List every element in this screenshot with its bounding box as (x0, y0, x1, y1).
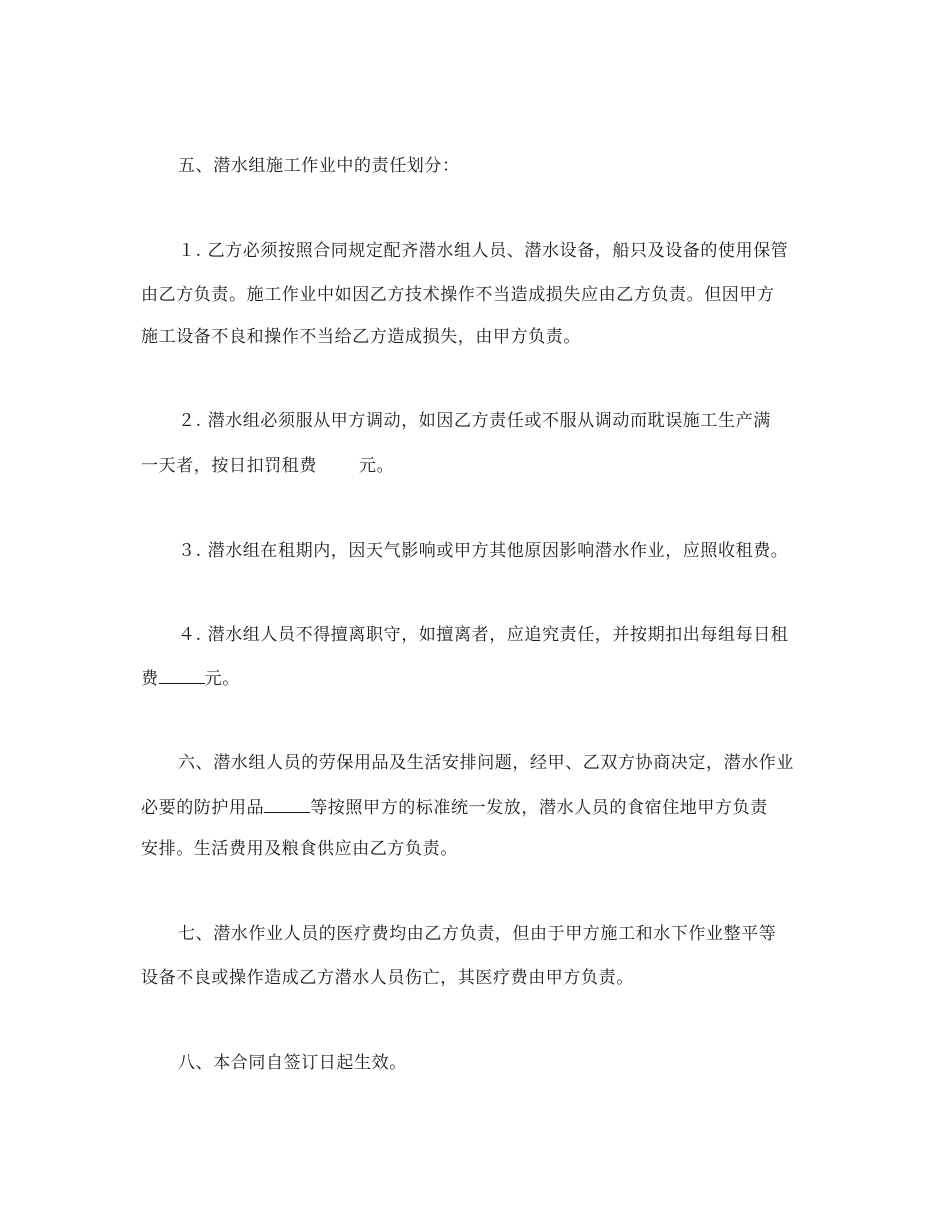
section-6-text-before-blank: 必要的防护用品 (141, 798, 265, 818)
section-8-line-1: 八、本合同自签订日起生效。 (178, 1053, 407, 1073)
section-6-line-2 (141, 796, 768, 819)
section-6-text-after-blank: 等按照甲方的标准统一发放，潜水人员的食宿住地甲方负责 (310, 798, 768, 818)
item-3-line-1: ３. 潜水组在租期内，因天气影响或甲方其他原因影响潜水作业，应照收租费。 (178, 541, 789, 561)
item-1-line-2: 由乙方负责。施工作业中如因乙方技术操作不当造成损失应由乙方负责。但因甲方 (141, 285, 775, 305)
item-2-text-after-blank: 元。 (359, 456, 395, 476)
section-6-underline-blank (264, 796, 310, 813)
item-2-line-1: ２. 潜水组必须服从甲方调动，如因乙方责任或不服从调动而耽误施工生产满 (178, 411, 771, 431)
section-6-line-1: 六、潜水组人员的劳保用品及生活安排问题，经甲、乙双方协商决定，潜水作业 (178, 753, 794, 773)
item-1-line-1: １. 乙方必须按照合同规定配齐潜水组人员、潜水设备，船只及设备的使用保管 (178, 241, 789, 261)
item-1-line-3: 施工设备不良和操作不当给乙方造成损失，由甲方负责。 (141, 327, 581, 347)
item-4-underline-blank (159, 667, 205, 684)
item-4-line-1: ４. 潜水组人员不得擅离职守，如擅离者，应追究责任，并按期扣出每组每日租 (178, 625, 789, 645)
section-7-line-2: 设备不良或操作造成乙方潜水人员伤亡，其医疗费由甲方负责。 (141, 968, 634, 988)
item-4-line-2 (141, 667, 240, 690)
item-4-text-before-blank: 费 (141, 669, 159, 689)
section-5-heading: 五、潜水组施工作业中的责任划分： (178, 156, 460, 176)
section-6-line-3: 安排。生活费用及粮食供应由乙方负责。 (141, 839, 458, 859)
section-7-line-1: 七、潜水作业人员的医疗费均由乙方负责，但由于甲方施工和水下作业整平等 (178, 924, 777, 944)
item-2-text-before-blank: 一天者，按日扣罚租费 (141, 456, 317, 476)
item-2-line-2 (141, 455, 394, 477)
item-4-text-after-blank: 元。 (204, 669, 240, 689)
